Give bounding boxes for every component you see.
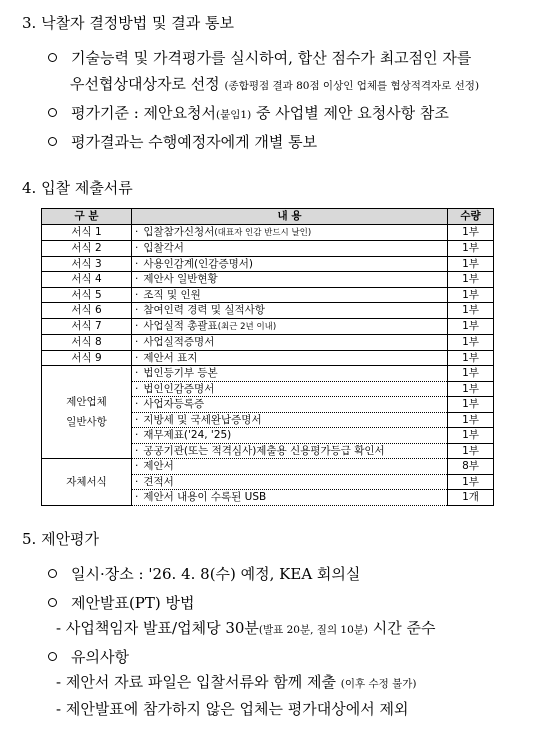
item-bullet: ·	[135, 491, 139, 503]
row-quantity: 1부	[448, 428, 494, 444]
row-content	[132, 443, 448, 459]
item-text: 입찰각서	[143, 242, 184, 254]
bullet-text: 중 사업별 제안 요청사항 참조	[251, 104, 449, 122]
section5-bullet-1	[48, 563, 360, 584]
row-quantity: 1부	[448, 318, 494, 335]
table-row	[42, 459, 494, 475]
row-content	[132, 241, 448, 257]
row-quantity: 1개	[448, 490, 494, 506]
group-label-line: 자체서식	[66, 475, 107, 488]
row-content	[132, 397, 448, 413]
item-bullet: ·	[135, 257, 139, 270]
header-quantity: 수량	[448, 209, 494, 225]
row-category: 서식 2	[42, 241, 132, 257]
table-row	[42, 256, 494, 272]
item-note: (대표자 인감 반드시 날인)	[214, 227, 312, 238]
row-content	[132, 303, 448, 319]
group-label-line: 일반사항	[66, 416, 107, 428]
row-content	[132, 459, 448, 475]
row-quantity: 1부	[448, 366, 494, 382]
item-note: (최근 2년 이내)	[217, 321, 277, 332]
row-quantity: 1부	[448, 241, 494, 257]
item-bullet: ·	[135, 319, 139, 332]
header-content: 내 용	[132, 209, 448, 225]
row-content	[132, 412, 448, 428]
table-row	[42, 241, 494, 257]
item-text: 사업자등록증	[143, 398, 205, 410]
row-quantity: 1부	[448, 287, 494, 303]
table-row	[42, 366, 494, 382]
bullet-text: 일시·장소 : '26. 4. 8(수) 예정, KEA 회의실	[71, 565, 361, 583]
item-bullet: ·	[135, 367, 139, 379]
section3-title: 3. 낙찰자 결정방법 및 결과 통보	[22, 14, 235, 32]
row-content	[132, 224, 448, 241]
item-text: 견적서	[143, 475, 174, 488]
circle-bullet-icon	[48, 652, 57, 661]
section3-bullet-1	[48, 47, 471, 68]
sub-text: 시간 준수	[368, 619, 436, 637]
bullet-text: 유의사항	[71, 648, 129, 666]
row-content	[132, 256, 448, 272]
item-text: 재무제표('24, '25)	[143, 429, 232, 441]
section5-bullet-2-sub	[56, 617, 436, 638]
item-text: 입찰참가신청서	[143, 225, 215, 238]
item-bullet: ·	[135, 336, 139, 348]
row-quantity: 1부	[448, 335, 494, 351]
item-bullet: ·	[135, 288, 139, 301]
item-text: 제안사 일반현황	[143, 273, 218, 285]
bullet-text: 평가기준 : 제안요청서	[71, 104, 217, 122]
row-category: 서식 1	[42, 224, 132, 241]
item-text: 조직 및 인원	[143, 288, 201, 301]
sub-text: - 제안서 자료 파일은 입찰서류와 함께 제출	[56, 673, 341, 691]
row-content	[132, 381, 448, 397]
section5-bullet-2	[48, 592, 195, 613]
row-category: 서식 5	[42, 287, 132, 303]
row-quantity: 1부	[448, 272, 494, 288]
row-category: 서식 4	[42, 272, 132, 288]
circle-bullet-icon	[48, 53, 57, 62]
item-bullet: ·	[135, 475, 139, 488]
row-quantity: 1부	[448, 381, 494, 397]
header-category: 구 분	[42, 209, 132, 225]
item-bullet: ·	[135, 429, 139, 441]
section5-bullet-3-sub-1	[56, 671, 417, 692]
circle-bullet-icon	[48, 108, 57, 117]
row-content	[132, 366, 448, 382]
item-bullet: ·	[135, 382, 139, 395]
row-content	[132, 272, 448, 288]
table-row	[42, 350, 494, 366]
section3-bullet-2	[48, 102, 449, 123]
row-category: 서식 6	[42, 303, 132, 319]
item-bullet: ·	[135, 225, 139, 238]
row-content	[132, 318, 448, 335]
table-row	[42, 303, 494, 319]
row-content	[132, 287, 448, 303]
row-quantity: 8부	[448, 459, 494, 475]
row-quantity: 1부	[448, 224, 494, 241]
item-bullet: ·	[135, 413, 139, 426]
item-bullet: ·	[135, 304, 139, 316]
item-text: 사업실적증명서	[143, 336, 215, 348]
table-row	[42, 224, 494, 241]
row-content	[132, 490, 448, 506]
row-content	[132, 474, 448, 490]
row-quantity: 1부	[448, 397, 494, 413]
sub-text: - 사업책임자 발표/업체당 30분	[56, 619, 259, 637]
group-category	[42, 459, 132, 506]
row-content	[132, 350, 448, 366]
circle-bullet-icon	[48, 137, 57, 146]
bullet-note: (붙임1)	[216, 109, 252, 121]
bullet-text: 제안발표(PT) 방법	[71, 594, 195, 612]
table-row	[42, 318, 494, 335]
item-bullet: ·	[135, 273, 139, 285]
group-label-line: 제안업체	[66, 396, 107, 408]
row-quantity: 1부	[448, 350, 494, 366]
bullet-text: 평가결과는 수행예정자에게 개별 통보	[71, 133, 318, 151]
item-bullet: ·	[135, 398, 139, 410]
sub-note: (이후 수정 불가)	[340, 678, 417, 690]
table-row	[42, 287, 494, 303]
row-category: 서식 3	[42, 256, 132, 272]
section5-bullet-3	[48, 646, 129, 667]
bullet-text: 기술능력 및 가격평가를 실시하여, 합산 점수가 최고점인 자를	[71, 49, 472, 67]
item-text: 제안서	[143, 460, 174, 472]
circle-bullet-icon	[48, 569, 57, 578]
item-text: 제안서 내용이 수록된 USB	[143, 491, 267, 503]
item-bullet: ·	[135, 460, 139, 472]
item-bullet: ·	[135, 351, 139, 364]
section5-title: 5. 제안평가	[22, 530, 100, 548]
section3-bullet-3	[48, 131, 317, 152]
item-text: 법인인감증명서	[143, 382, 215, 395]
row-content	[132, 428, 448, 444]
row-category: 서식 7	[42, 318, 132, 335]
item-text: 제안서 표지	[143, 351, 198, 364]
table-row	[42, 272, 494, 288]
row-quantity: 1부	[448, 443, 494, 459]
section3-bullet-1-cont	[70, 73, 479, 94]
item-text: 사용인감계(인감증명서)	[143, 257, 253, 270]
circle-bullet-icon	[48, 598, 57, 607]
row-category: 서식 8	[42, 335, 132, 351]
group-category	[42, 366, 132, 459]
submission-documents-table	[41, 208, 494, 506]
item-text: 지방세 및 국세완납증명서	[143, 413, 262, 426]
item-bullet: ·	[135, 242, 139, 254]
bullet-text: 우선협상대상자로 선정	[70, 75, 220, 93]
row-quantity: 1부	[448, 303, 494, 319]
row-quantity: 1부	[448, 412, 494, 428]
table-row	[42, 335, 494, 351]
item-text: 사업실적 총괄표	[143, 319, 218, 332]
item-text: 법인등기부 등본	[143, 367, 218, 379]
row-quantity: 1부	[448, 474, 494, 490]
row-content	[132, 335, 448, 351]
row-quantity: 1부	[448, 256, 494, 272]
section5-bullet-3-sub-2: - 제안발표에 참가하지 않은 업체는 평가대상에서 제외	[56, 700, 409, 718]
row-category: 서식 9	[42, 350, 132, 366]
section4-title: 4. 입찰 제출서류	[22, 179, 133, 197]
table-header-row	[42, 209, 494, 225]
item-text: 공공기관(또는 적격심사)제출용 신용평가등급 확인서	[143, 444, 385, 457]
bullet-note: (종합평점 결과 80점 이상인 업체를 협상적격자로 선정)	[224, 80, 480, 92]
sub-note: (발표 20분, 질의 10분)	[258, 624, 369, 636]
item-bullet: ·	[135, 444, 139, 457]
item-text: 참여인력 경력 및 실적사항	[143, 304, 265, 316]
